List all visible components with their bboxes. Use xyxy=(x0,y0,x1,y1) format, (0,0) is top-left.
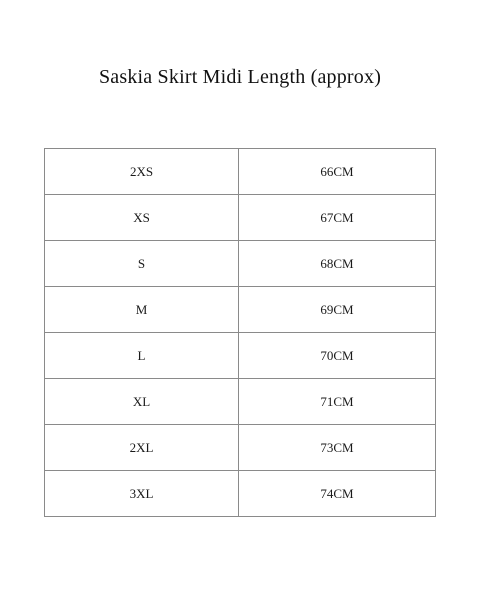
size-cell: XL xyxy=(45,379,239,425)
size-cell: L xyxy=(45,333,239,379)
size-cell: 3XL xyxy=(45,471,239,517)
size-cell: XS xyxy=(45,195,239,241)
size-chart-table xyxy=(44,148,436,517)
table-row xyxy=(45,241,436,287)
length-cell: 67CM xyxy=(239,195,436,241)
table-row xyxy=(45,149,436,195)
size-cell: M xyxy=(45,287,239,333)
length-cell: 70CM xyxy=(239,333,436,379)
table-row xyxy=(45,333,436,379)
length-cell: 71CM xyxy=(239,379,436,425)
table-row xyxy=(45,195,436,241)
length-cell: 66CM xyxy=(239,149,436,195)
length-cell: 69CM xyxy=(239,287,436,333)
size-cell: S xyxy=(45,241,239,287)
page-title: Saskia Skirt Midi Length (approx) xyxy=(98,66,382,88)
size-cell: 2XL xyxy=(45,425,239,471)
table-row xyxy=(45,471,436,517)
table-row xyxy=(45,425,436,471)
table-row xyxy=(45,379,436,425)
table-row xyxy=(45,287,436,333)
size-cell: 2XS xyxy=(45,149,239,195)
length-cell: 73CM xyxy=(239,425,436,471)
length-cell: 68CM xyxy=(239,241,436,287)
length-cell: 74CM xyxy=(239,471,436,517)
